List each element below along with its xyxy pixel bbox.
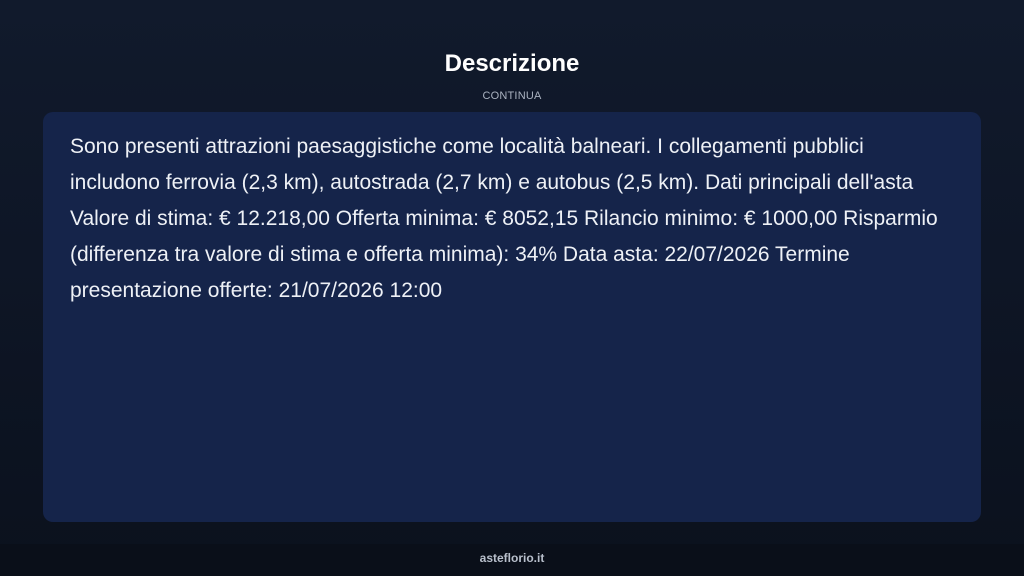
continue-link[interactable]: CONTINUA (482, 90, 542, 102)
description-card (43, 112, 981, 522)
page-title: Descrizione (444, 50, 580, 77)
description-text: Sono presenti attrazioni paesaggistiche come località balneari. I collegamenti pubblici includono ferrovia (2,3 km), autostrada (2,7 km) e autobus (2,5 km). Dati principali dell'asta Valore di stima: € 12.218,00 Offerta minima: € 8052,15 Rilancio minimo: € 1000,00 Risparmio (differenza tra valore di stima e offerta minima): 34% Data asta: 22/07/2026 Termine presentazione offerte: 21/07/2026 12:00 (70, 135, 938, 302)
footer-site-name: asteflorio.it (479, 551, 545, 565)
